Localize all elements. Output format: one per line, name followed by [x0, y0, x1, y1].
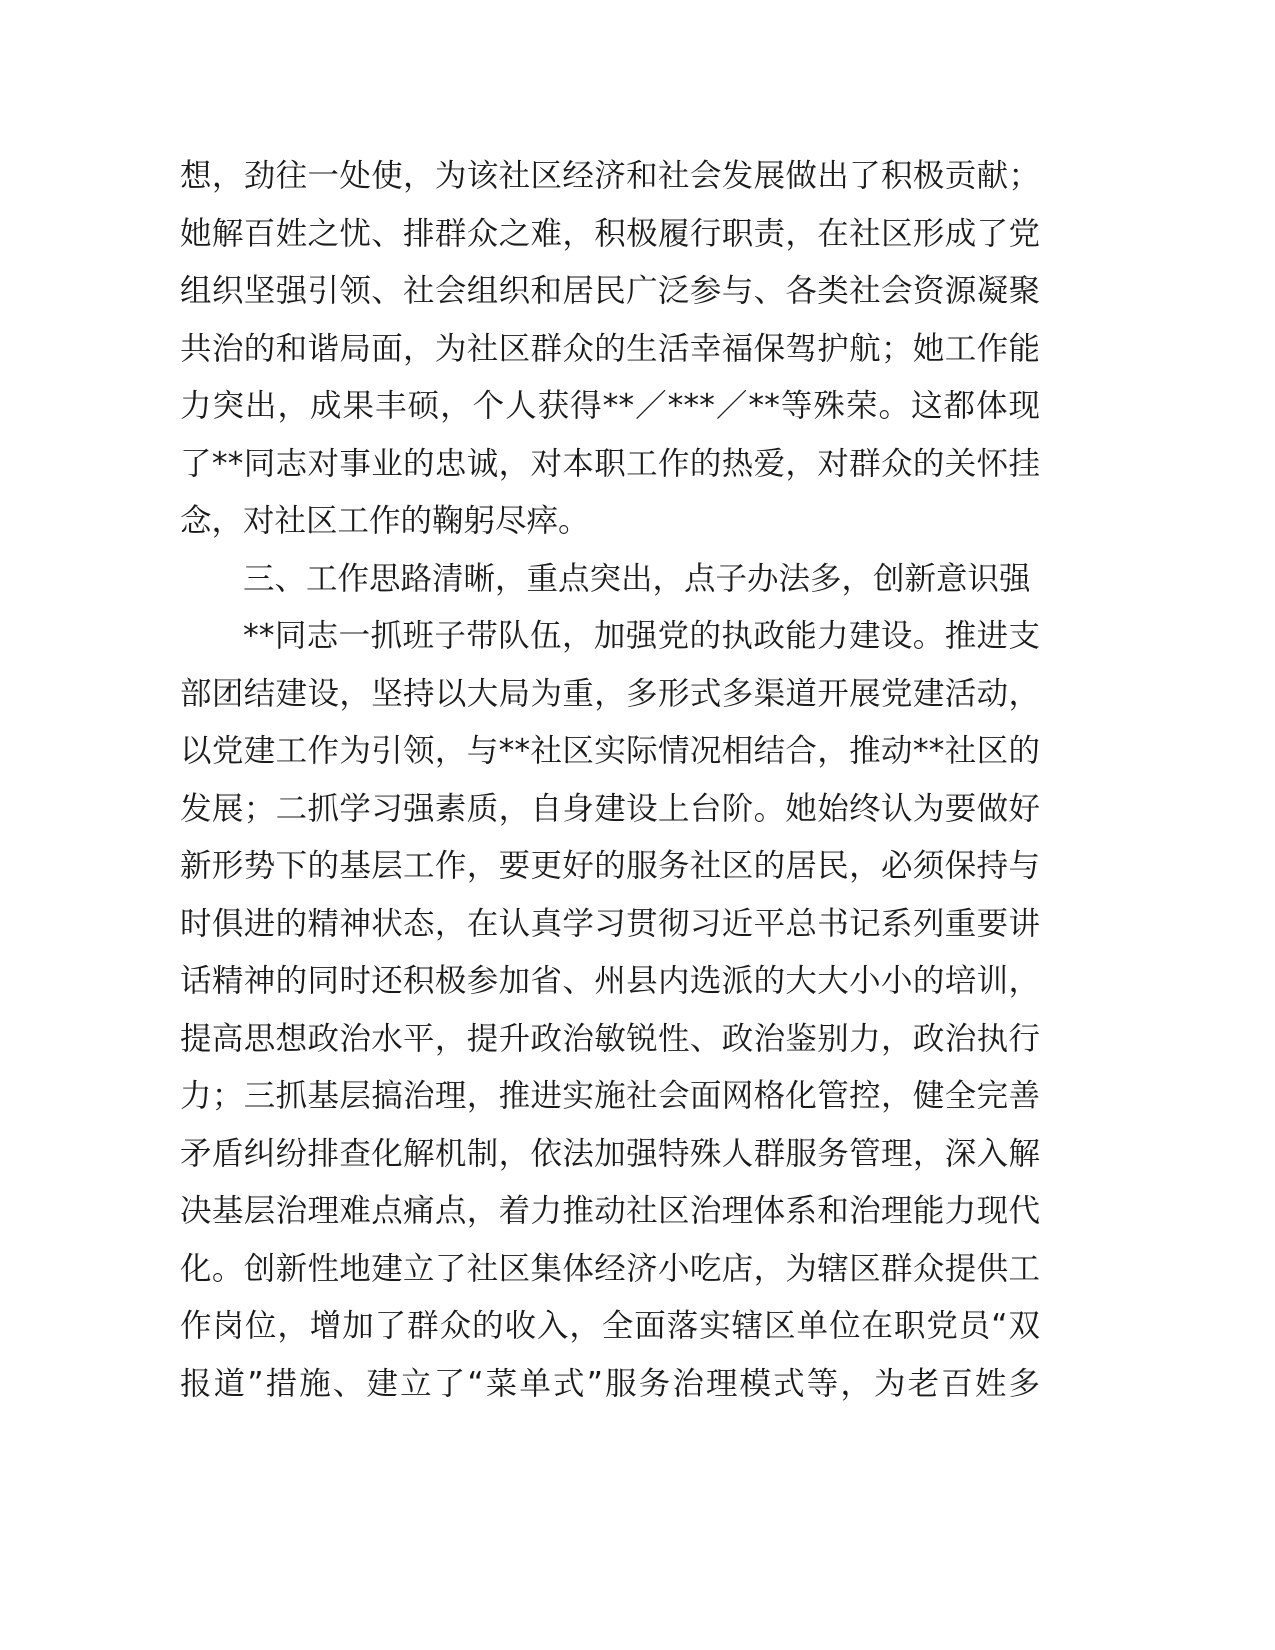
- text-line: 部团结建设，坚持以大局为重，多形式多渠道开展党建活动，: [180, 675, 1040, 712]
- text-line: 发展；二抓学习强素质，自身建设上台阶。她始终认为要做好: [180, 790, 1040, 827]
- text-line: 她解百姓之忧、排群众之难，积极履行职责，在社区形成了党: [180, 215, 1040, 252]
- text-line: 共治的和谐局面，为社区群众的生活幸福保驾护航；她工作能: [180, 330, 1040, 367]
- text-line: 以党建工作为引领，与**社区实际情况相结合，推动**社区的: [180, 733, 1040, 769]
- section-heading: 三、工作思路清晰，重点突出，点子办法多，创新意识强: [243, 560, 1031, 597]
- text-line: 矛盾纠纷排查化解机制，依法加强特殊人群服务管理，深入解: [180, 1135, 1040, 1172]
- paragraph-first-line: **同志一抓班子带队伍，加强党的执政能力建设。推进支: [243, 618, 1040, 654]
- text-line: 组织坚强引领、社会组织和居民广泛参与、各类社会资源凝聚: [180, 273, 1040, 309]
- text-line: 想，劲往一处使，为该社区经济和社会发展做出了积极贡献；: [180, 158, 1040, 194]
- text-line: 化。创新性地建立了社区集体经济小吃店，为辖区群众提供工: [180, 1250, 1040, 1287]
- text-line: 决基层治理难点痛点，着力推动社区治理体系和治理能力现代: [180, 1193, 1040, 1229]
- text-line: 念，对社区工作的鞠躬尽瘁。: [180, 503, 590, 539]
- text-line: 话精神的同时还积极参加省、州县内选派的大大小小的培训，: [180, 963, 1040, 999]
- text-line: 了**同志对事业的忠诚，对本职工作的热爱，对群众的关怀挂: [180, 445, 1040, 482]
- text-line: 新形势下的基层工作，要更好的服务社区的居民，必须保持与: [180, 848, 1040, 884]
- text-line: 作岗位，增加了群众的收入，全面落实辖区单位在职党员“双: [180, 1308, 1040, 1344]
- text-line: 报道”措施、建立了“菜单式”服务治理模式等，为老百姓多: [180, 1365, 1040, 1402]
- text-line: 时俱进的精神状态，在认真学习贯彻习近平总书记系列重要讲: [180, 905, 1040, 942]
- text-line: 提高思想政治水平，提升政治敏锐性、政治鉴别力，政治执行: [180, 1020, 1040, 1057]
- body-text: [180, 148, 1040, 1413]
- text-line: 力；三抓基层搞治理，推进实施社会面网格化管控，健全完善: [180, 1078, 1040, 1114]
- text-line: 力突出，成果丰硕，个人获得**／***／**等殊荣。这都体现: [180, 388, 1040, 424]
